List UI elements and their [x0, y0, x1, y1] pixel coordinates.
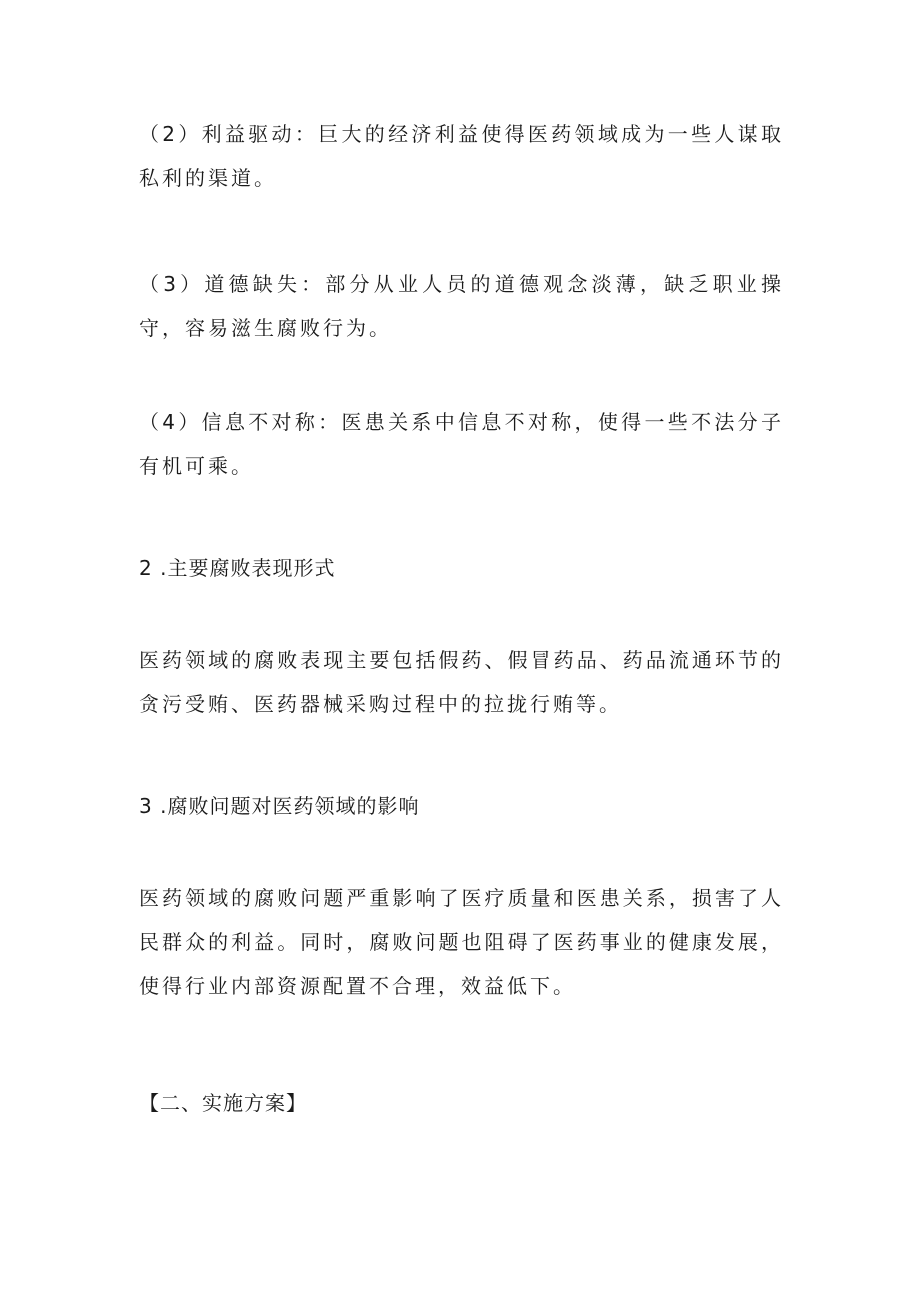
- paragraph-interest-driven: （2）利益驱动：巨大的经济利益使得医药领域成为一些人谋取私利的渠道。: [139, 122, 784, 190]
- section-heading-implementation-plan: 【二、实施方案】: [139, 1091, 307, 1115]
- paragraph-information-asymmetry: （4）信息不对称：医患关系中信息不对称，使得一些不法分子有机可乘。: [139, 410, 784, 478]
- heading-corruption-forms: 2 .主要腐败表现形式: [139, 556, 336, 580]
- paragraph-corruption-forms: 医药领域的腐败表现主要包括假药、假冒药品、药品流通环节的贪污受贿、医药器械采购过程中的拉拢行贿等。: [139, 648, 784, 716]
- paragraph-corruption-impact: 医药领域的腐败问题严重影响了医疗质量和医患关系，损害了人民群众的利益。同时，腐败问题也阻碍了医药事业的健康发展，使得行业内部资源配置不合理，效益低下。: [139, 886, 784, 998]
- heading-corruption-impact: 3 .腐败问题对医药领域的影响: [139, 794, 420, 818]
- paragraph-moral-deficiency: （3）道德缺失：部分从业人员的道德观念淡薄，缺乏职业操守，容易滋生腐败行为。: [139, 272, 784, 340]
